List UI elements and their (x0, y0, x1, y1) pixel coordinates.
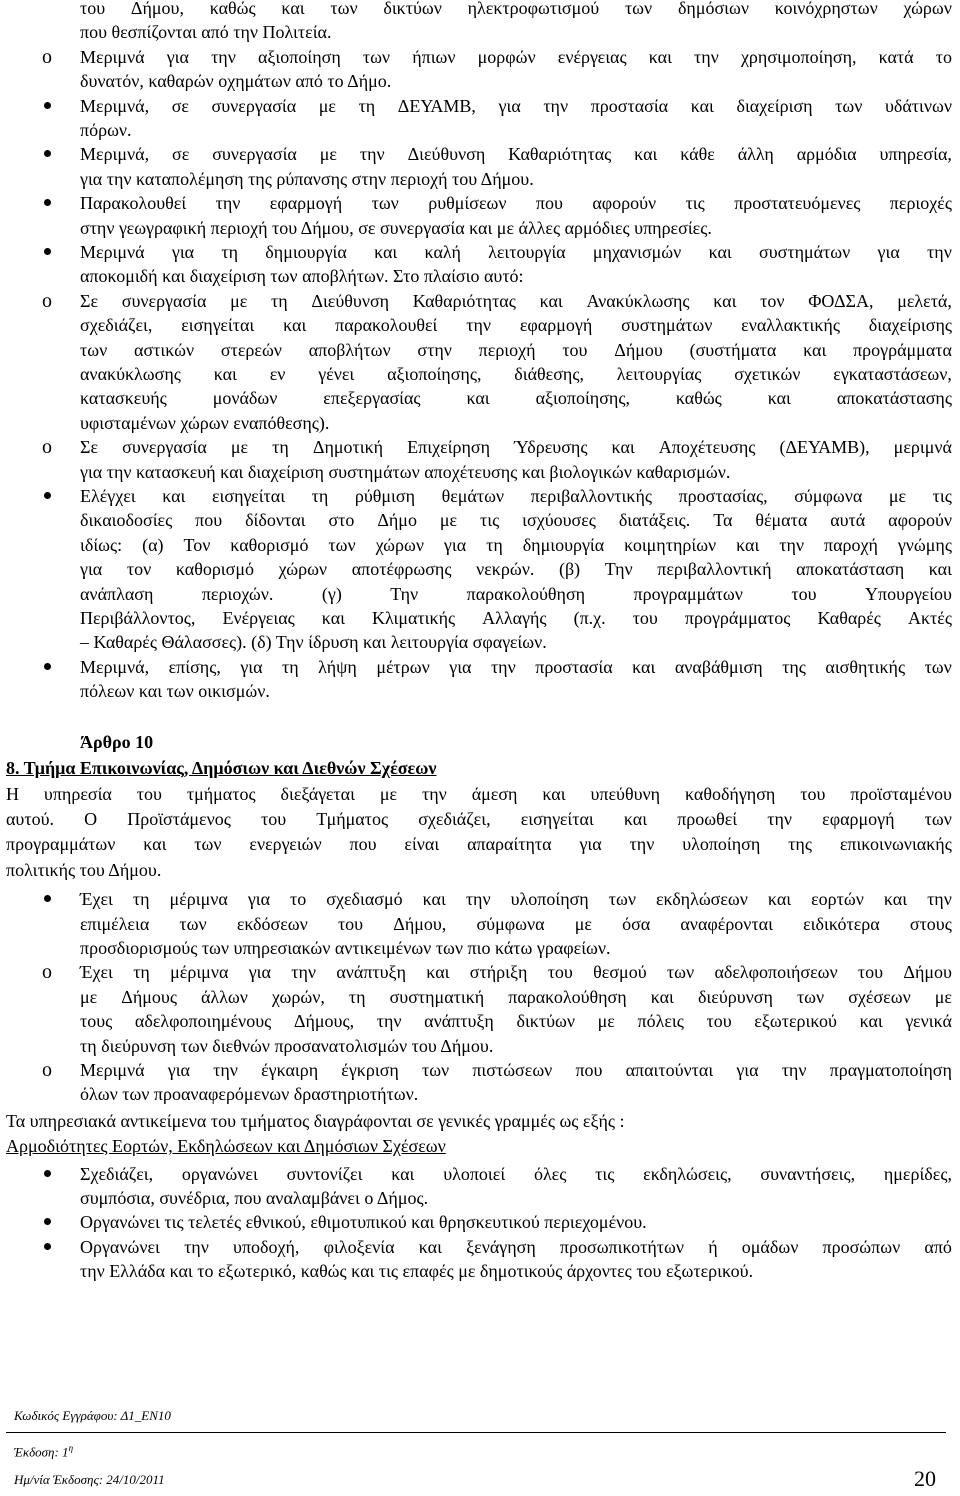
list-item-text: Σε συνεργασία με τη Διεύθυνση Καθαριότητας και Ανακύκλωσης και τον ΦΟΔΣΑ, μελετά, (80, 290, 952, 311)
list-item-text: επιμέλεια των εκδόσεων του Δήμου, σύμφωνα με όσα αναφέρονται ειδικότερα στους (80, 913, 952, 934)
bullet-dot-icon (38, 143, 56, 157)
list-item-text: Παρακολουθεί την εφαρμογή των ρυθμίσεων που αφορούν τις προστατευόμενες περιοχές (80, 193, 952, 214)
list-item-text: ιδίως: (α) Τον καθορισμό των χώρων για τη δημιουργία κοιμητηρίων και την παροχή γνώμης (80, 534, 952, 555)
list-item-text: Μεριμνά, επίσης, για τη λήψη μέτρων για την προστασία και αναβάθμιση της αισθητικής των (80, 656, 952, 677)
list-item-text: των αστικών στερεών αποβλήτων στην περιοχή του Δήμου (συστήματα και προγράμματα (80, 339, 952, 360)
bullet-dot-icon (38, 1211, 56, 1225)
list-item-text: Σε συνεργασία με τη Δημοτική Επιχείρηση Ύδρευσης και Αποχέτευσης (ΔΕΥΑΜΒ), μεριμνά (80, 437, 952, 458)
bullet-circle-icon: o (42, 45, 52, 68)
list-item-text: αποκομιδή και διαχείριση των αποβλήτων. Στο πλαίσιο αυτό: (80, 266, 524, 287)
bullet-dot-icon (38, 485, 56, 499)
list-item-text: στην γεωγραφική περιοχή του Δήμου, σε συνεργασία και με άλλες αρμόδιες υπηρεσίες. (80, 217, 712, 238)
bullet-circle-icon: o (42, 1059, 52, 1081)
footer-rule (6, 1432, 946, 1433)
paragraph-line: αυτού. Ο Προϊστάμενος του Τμήματος σχεδιάζει, εισηγείται και προωθεί την εφαρμογή των (6, 809, 952, 829)
list-item-text: Ελέγχει και εισηγείται τη ρύθμιση θεμάτων περιβαλλοντικής προστασίας, σύμφωνα με τις (80, 486, 952, 506)
list-item-text: την Ελλάδα και το εξωτερικό, καθώς και τις επαφές με δημοτικούς άρχοντες του εξωτερικού. (80, 1261, 754, 1282)
bullet-circle-icon: o (42, 961, 52, 984)
page-number: 20 (914, 1466, 936, 1491)
list-item-text: του Δήμου, καθώς και των δικτύων ηλεκτροφωτισμού των δημόσιων κοινόχρηστων χώρων (80, 0, 952, 18)
list-item-text: – Καθαρές Θάλασσες). (δ) Την ίδρυση και λειτουργία σφαγείων. (80, 632, 547, 653)
bullet-dot-icon (38, 95, 56, 109)
bullet-dot-icon (38, 192, 56, 206)
list-item-text: τους αδελφοποιημένους Δήμους, την ανάπτυξη δικτύων με πόλεις του εξωτερικού και γενικά (80, 1011, 952, 1032)
list-item-text: Έχει τη μέριμνα για την ανάπτυξη και στήριξη του θεσμού των αδελφοποιήσεων του Δήμου (80, 962, 952, 983)
article-heading: Άρθρο 10 (80, 731, 154, 752)
list-item-text: υφισταμένων χώρων εναπόθεσης). (80, 412, 330, 433)
list-item-text: Μεριμνά, σε συνεργασία με τη ΔΕΥΑΜΒ, για την προστασία και διαχείριση των υδάτινων (80, 95, 952, 116)
list-item-text: Μεριμνά για την έγκαιρη έγκριση των πιστώσεων που απαιτούνται για την πραγματοποίηση (80, 1060, 952, 1080)
edition-text: Έκδοση: 1 (14, 1444, 69, 1460)
services-intro: Τα υπηρεσιακά αντικείμενα του τμήματος διαγράφονται σε γενικές γραμμές ως εξής : (6, 1110, 625, 1131)
list-item-text: συμπόσια, συνέδρια, που αναλαμβάνει ο Δήμος. (80, 1188, 429, 1208)
list-item-text: για την κατασκευή και διαχείριση συστημάτων αποχέτευσης και βιολογικών καθαρισμών. (80, 461, 731, 482)
list-item-text: Σχεδιάζει, οργανώνει συντονίζει και υλοποιεί όλες τις εκδηλώσεις, συναντήσεις, ημερίδες, (80, 1163, 952, 1184)
paragraph-line: Η υπηρεσία του τμήματος διεξάγεται με την άμεση και υπεύθυνη καθοδήγηση του προϊσταμένου (6, 783, 952, 804)
list-item-text: σχεδιάζει, εισηγείται και παρακολουθεί την εφαρμογή συστημάτων εναλλακτικής διαχείρισης (80, 315, 952, 336)
list-item-text: Μεριμνά, σε συνεργασία με την Διεύθυνση Καθαριότητας και κάθε άλλη αρμόδια υπηρεσία, (80, 144, 952, 165)
edition-sup: η (68, 1443, 74, 1453)
bullet-dot-icon (38, 656, 56, 670)
list-item-text: Μεριμνά για τη δημιουργία και καλή λειτουργία μηχανισμών και συστημάτων για την (80, 242, 952, 262)
list-item-text: Οργανώνει την υποδοχή, φιλοξενία και ξενάγηση προσωπικοτήτων ή ομάδων προσώπων από (80, 1236, 952, 1257)
bullet-dot-icon (38, 241, 56, 255)
list-item-text: τη διεύρυνση των διεθνών προσανατολισμών του Δήμου. (80, 1035, 494, 1056)
paragraph-line: προγραμμάτων και των ενεργειών που είναι απαραίτητα για την υλοποίηση της επικοινωνιακής (6, 834, 952, 855)
list-item-text: δυνατόν, καθαρών οχημάτων από το Δήμο. (80, 71, 392, 92)
bullet-dot-icon (38, 1236, 56, 1250)
edition (14, 1436, 73, 1460)
list-item-text: ανακύκλωσης και εν γένει αξιοποίησης, διάθεσης, λειτουργίας σχετικών εγκαταστάσεων, (80, 364, 952, 384)
list-item-text: προσδιορισμούς των υπηρεσιακών αντικειμένων των πιο κάτω γραφείων. (80, 938, 611, 958)
list-item-text: δικαιοδοσίες που δίδονται στο Δήμο με τις ισχύουσες διατάξεις. Τα θέματα αυτά αφορούν (80, 510, 952, 531)
list-item-text: για την καταπολέμηση της ρύπανσης στην περιοχή του Δήμου. (80, 168, 534, 189)
bullet-circle-icon: o (42, 289, 52, 312)
list-item-text: Οργανώνει τις τελετές εθνικού, εθιμοτυπικού και θρησκευτικού περιεχομένου. (80, 1212, 647, 1233)
issue-date: Ημ/νία Έκδοσης: 24/10/2011 (14, 1472, 165, 1487)
list-item-text: που θεσπίζονται από την Πολιτεία. (80, 22, 332, 43)
subheading: Αρμοδιότητες Εορτών, Εκδηλώσεων και Δημόσιων Σχέσεων (6, 1136, 446, 1157)
list-item-text: κατασκευής μονάδων επεξεργασίας και αξιοποίησης, καθώς και αποκατάστασης (80, 388, 952, 409)
list-item-text: ανάπλαση περιοχών. (γ) Την παρακολούθηση προγραμμάτων του Υπουργείου (80, 583, 952, 604)
document-code: Κωδικός Εγγράφου: Δ1_ΕΝ10 (14, 1408, 171, 1423)
section-title: 8. Τμήμα Επικοινωνίας, Δημόσιων και Διεθνών Σχέσεων (6, 757, 437, 778)
list-item-text: πόρων. (80, 120, 132, 140)
list-item-text: Έχει τη μέριμνα για το σχεδιασμό και την υλοποίηση των εκδηλώσεων και εορτών και την (80, 889, 952, 910)
list-item-text: με Δήμους άλλων χωρών, τη συστηματική παρακολούθηση και διεύρυνση των σχέσεων με (80, 986, 952, 1007)
paragraph-line: πολιτικής του Δήμου. (6, 859, 162, 880)
list-item-text: όλων των προαναφερόμενων δραστηριοτήτων. (80, 1084, 419, 1105)
bullet-dot-icon (38, 888, 56, 902)
list-item-text: Μεριμνά για την αξιοποίηση των ήπιων μορφών ενέργειας και την χρησιμοποίηση, κατά το (80, 46, 952, 67)
bullet-dot-icon (38, 1163, 56, 1177)
list-item-text: για τον καθορισμό χώρων αποτέφρωσης νεκρών. (β) Την περιβαλλοντική αποκατάσταση και (80, 559, 952, 580)
list-item-text: Περιβάλλοντος, Ενέργειας και Κλιματικής Αλλαγής (π.χ. του προγράμματος Καθαρές Ακτές (80, 608, 952, 628)
bullet-circle-icon: o (42, 436, 52, 459)
list-item-text: πόλεων και των οικισμών. (80, 681, 270, 702)
